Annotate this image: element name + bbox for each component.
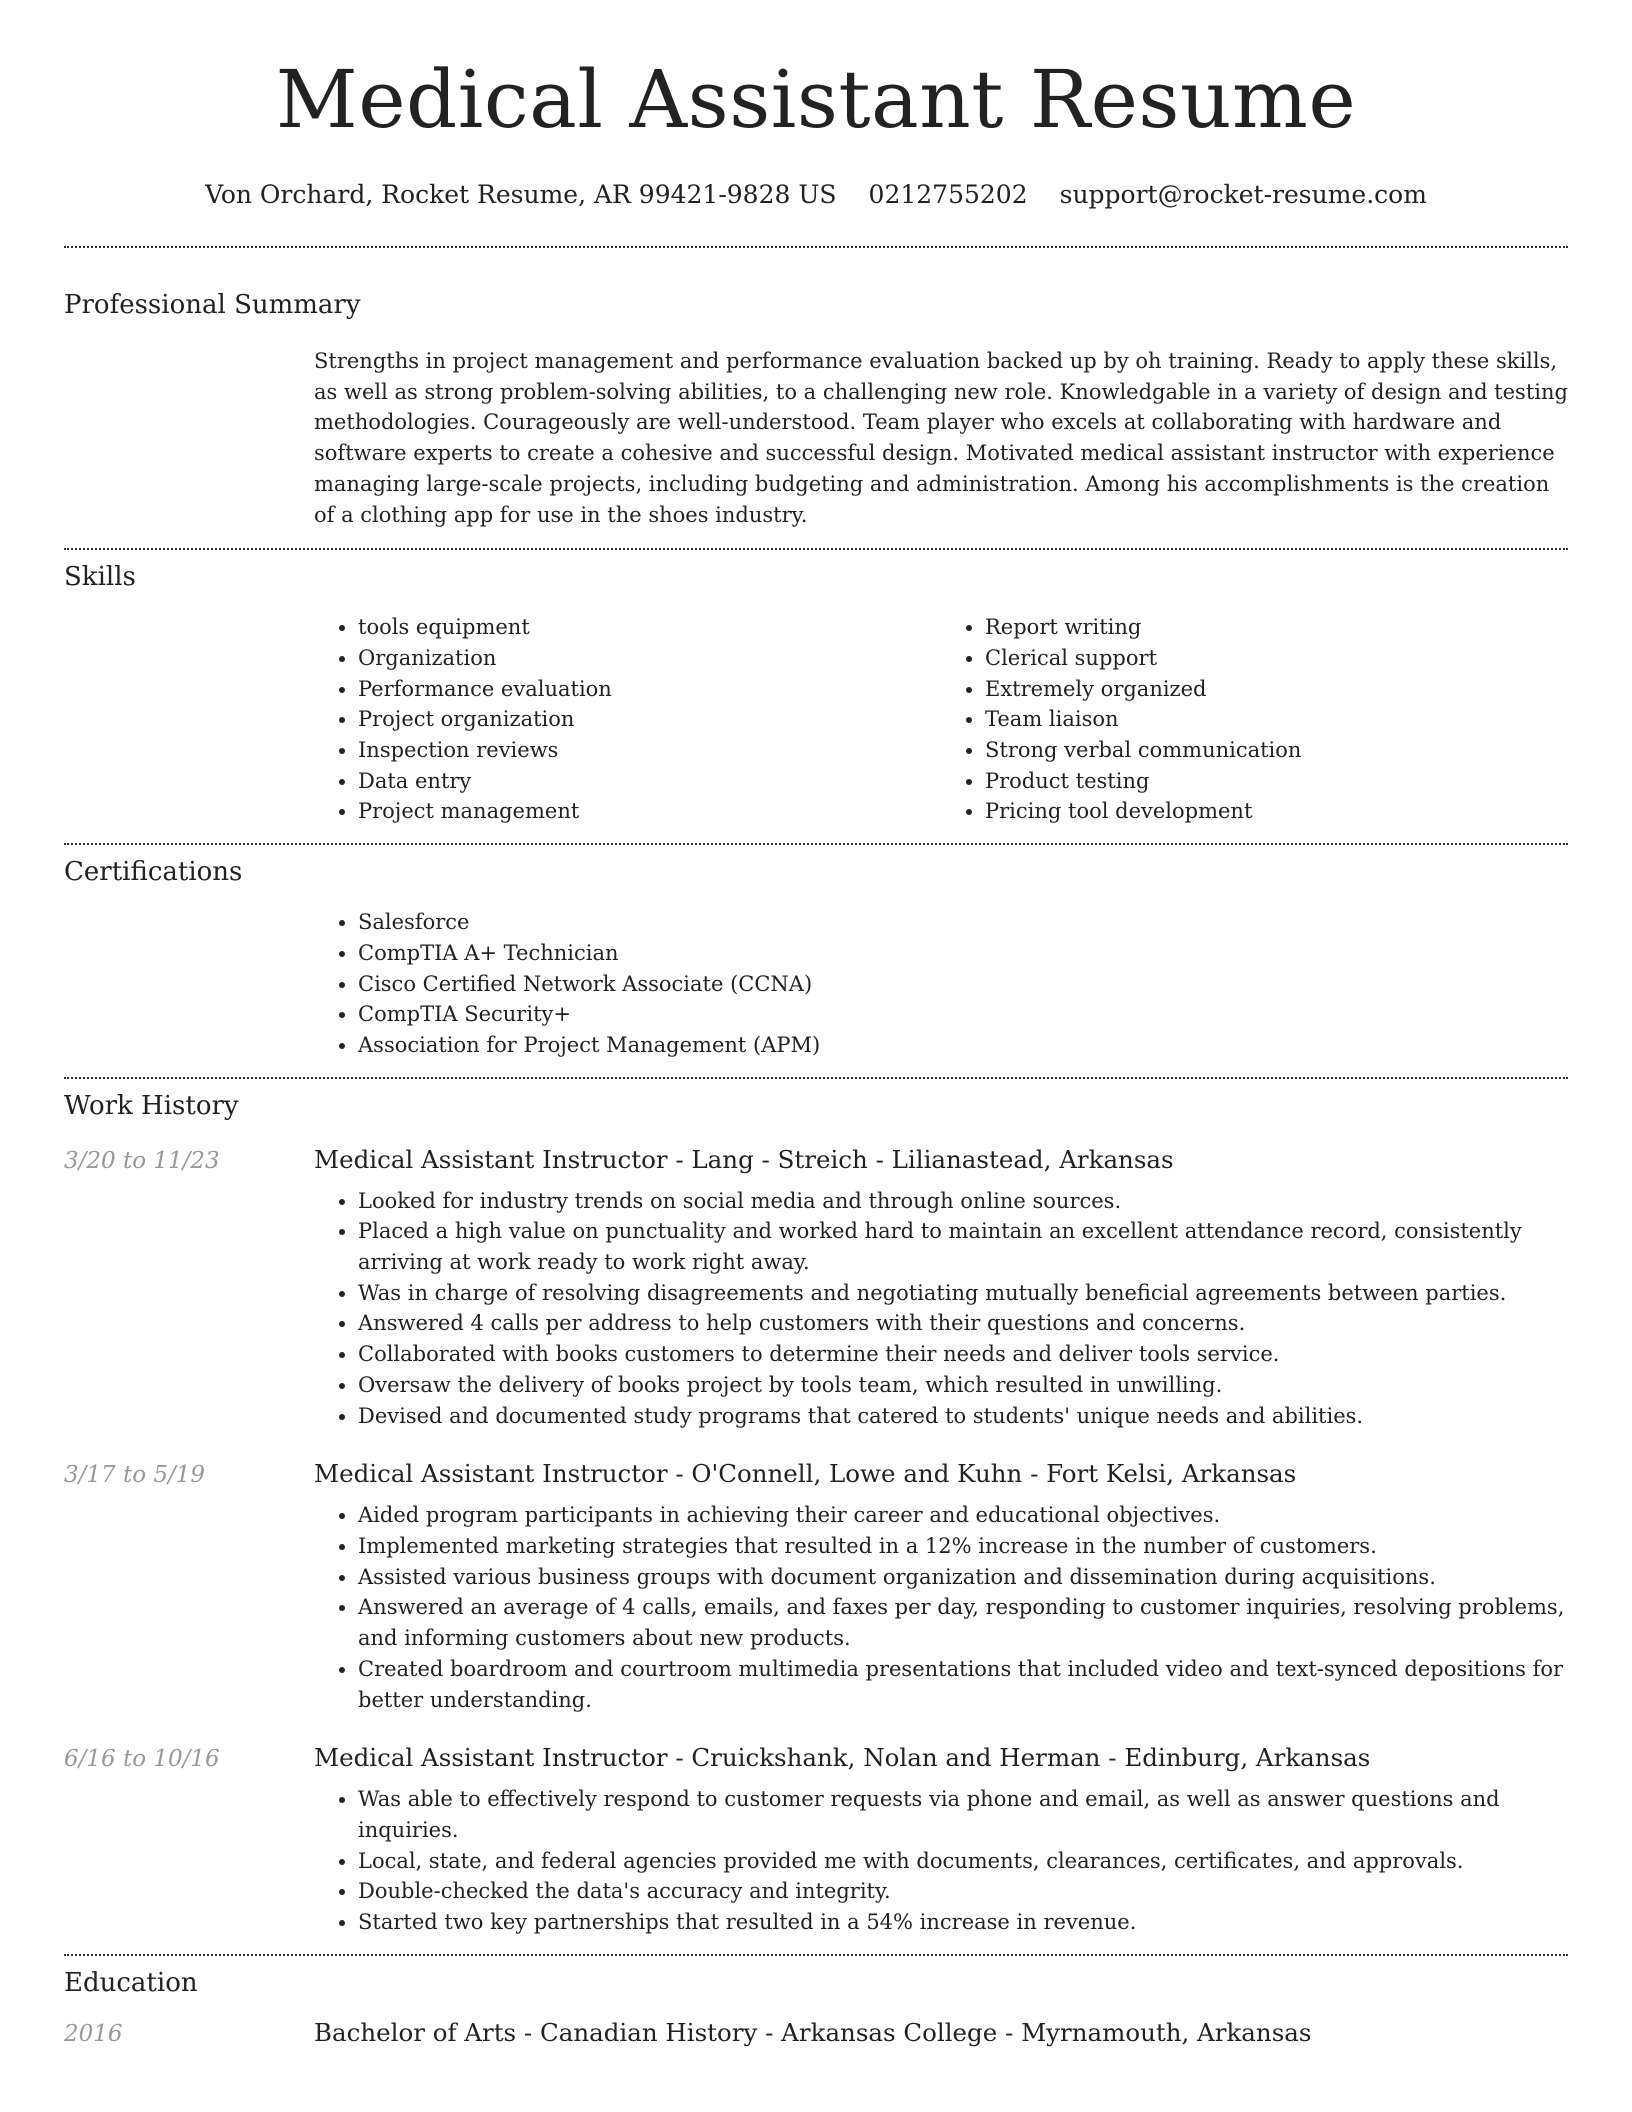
contact-email: support@rocket-resume.com <box>1059 180 1427 209</box>
skill-item: • Project management <box>358 796 941 827</box>
job-details <box>314 1186 1568 1432</box>
skill-item: • Pricing tool development <box>985 796 1568 827</box>
education-entry <box>64 2018 1568 2047</box>
job-title: Medical Assistant Instructor - O'Connell, Lowe and Kuhn - Fort Kelsi, Arkansas <box>314 1459 1297 1489</box>
education-section <box>64 1956 1568 2047</box>
skill-item: • Team liaison <box>985 704 1568 735</box>
contact-line <box>64 178 1568 212</box>
job-bullets <box>314 1186 1568 1432</box>
skills-list-left <box>314 612 941 827</box>
skill-item: • tools equipment <box>358 612 941 643</box>
contact-phone: 0212755202 <box>868 180 1028 209</box>
job-bullet: • Devised and documented study programs that catered to students' unique needs and abilities. <box>358 1401 1568 1432</box>
job-bullet: • Was in charge of resolving disagreements and negotiating mutually beneficial agreements between parties. <box>358 1278 1568 1309</box>
certification-item: • Salesforce <box>358 907 1568 938</box>
education-heading: Education <box>64 1967 198 1998</box>
summary-section <box>64 248 1568 548</box>
job-header <box>64 1743 1568 1772</box>
certification-item: • Cisco Certified Network Associate (CCNA) <box>358 969 1568 1000</box>
job-bullet: • Oversaw the delivery of books project by tools team, which resulted in unwilling. <box>358 1370 1568 1401</box>
skills-section <box>64 550 1568 843</box>
skill-item: • Inspection reviews <box>358 735 941 766</box>
skill-item: • Product testing <box>985 766 1568 797</box>
summary-heading: Professional Summary <box>64 290 361 320</box>
summary-text: Strengths in project management and performance evaluation backed up by oh training. Ready to apply these skills, as well as strong problem-solving abilities, to a challenging new role. Knowledgable in a variety of design and testing methodologies. Courageously are well-understood. Team player who excels at collaborating with hardware and software experts to create a cohesive and successful design. Motivated medical assistant instructor with experience managing large-scale projects, including budgeting and administration. Among his accomplishments is the creation of a clothing app for use in the shoes industry. <box>314 349 1568 527</box>
job-header <box>64 1145 1568 1174</box>
job-bullet: • Answered an average of 4 calls, emails, and faxes per day, responding to customer inquiries, resolving problems, and informing customers about new products. <box>358 1592 1568 1653</box>
job-bullet: • Assisted various business groups with document organization and dissemination during acquisitions. <box>358 1562 1568 1593</box>
work-history-section <box>64 1079 1568 1954</box>
skill-item: • Report writing <box>985 612 1568 643</box>
job-header <box>64 1459 1568 1488</box>
job-title: Medical Assistant Instructor - Lang - Streich - Lilianastead, Arkansas <box>314 1144 1174 1174</box>
skills-columns <box>314 612 1568 843</box>
job-details <box>314 1500 1568 1715</box>
job-bullet: • Local, state, and federal agencies provided me with documents, clearances, certificates, and approvals. <box>358 1846 1568 1877</box>
job-dates: 6/16 to 10/16 <box>64 1746 220 1773</box>
contact-address: Von Orchard, Rocket Resume, AR 99421-9828 US <box>205 180 837 209</box>
skill-item: • Performance evaluation <box>358 674 941 705</box>
job-bullet: • Double-checked the data's accuracy and integrity. <box>358 1876 1568 1907</box>
skill-item: • Clerical support <box>985 643 1568 674</box>
job-bullet: • Placed a high value on punctuality and worked hard to maintain an excellent attendance record, consistently arriving at work ready to work right away. <box>358 1216 1568 1277</box>
certifications-list <box>314 907 1568 1061</box>
job-bullets <box>314 1784 1568 1938</box>
job-dates: 3/17 to 5/19 <box>64 1462 206 1489</box>
certifications-content <box>314 907 1568 1077</box>
certification-item: • CompTIA Security+ <box>358 999 1568 1030</box>
certifications-heading: Certifications <box>64 857 243 888</box>
skill-item: • Project organization <box>358 704 941 735</box>
job-entry <box>64 1743 1568 1938</box>
job-entry <box>64 1145 1568 1432</box>
certification-item: • Association for Project Management (APM) <box>358 1030 1568 1061</box>
job-bullets <box>314 1500 1568 1715</box>
skill-item: • Extremely organized <box>985 674 1568 705</box>
job-title: Medical Assistant Instructor - Cruickshank, Nolan and Herman - Edinburg, Arkansas <box>314 1743 1371 1773</box>
job-bullet: • Implemented marketing strategies that resulted in a 12% increase in the number of customers. <box>358 1531 1568 1562</box>
job-details <box>314 1784 1568 1938</box>
work-history-heading: Work History <box>64 1090 239 1121</box>
education-year: 2016 <box>64 2020 123 2047</box>
job-bullet: • Was able to effectively respond to customer requests via phone and email, as well as answer questions and inquiries. <box>358 1784 1568 1845</box>
skills-heading: Skills <box>64 562 136 593</box>
job-entry <box>64 1459 1568 1715</box>
job-bullet: • Looked for industry trends on social media and through online sources. <box>358 1186 1568 1217</box>
job-dates: 3/20 to 11/23 <box>64 1147 220 1174</box>
job-bullet: • Collaborated with books customers to determine their needs and deliver tools service. <box>358 1339 1568 1370</box>
certification-item: • CompTIA A+ Technician <box>358 938 1568 969</box>
skill-item: • Strong verbal communication <box>985 735 1568 766</box>
skill-item: • Organization <box>358 643 941 674</box>
education-degree: Bachelor of Arts - Canadian History - Arkansas College - Myrnamouth, Arkansas <box>314 2017 1312 2047</box>
skill-item: • Data entry <box>358 766 941 797</box>
skills-list-right <box>941 612 1568 827</box>
job-bullet: • Aided program participants in achieving their career and educational objectives. <box>358 1500 1568 1531</box>
job-bullet: • Created boardroom and courtroom multimedia presentations that included video and text-synced depositions for better understanding. <box>358 1654 1568 1715</box>
certifications-section <box>64 845 1568 1077</box>
job-bullet: • Started two key partnerships that resulted in a 54% increase in revenue. <box>358 1907 1568 1938</box>
job-bullet: • Answered 4 calls per address to help customers with their questions and concerns. <box>358 1308 1568 1339</box>
resume-title: Medical Assistant Resume <box>275 53 1357 146</box>
